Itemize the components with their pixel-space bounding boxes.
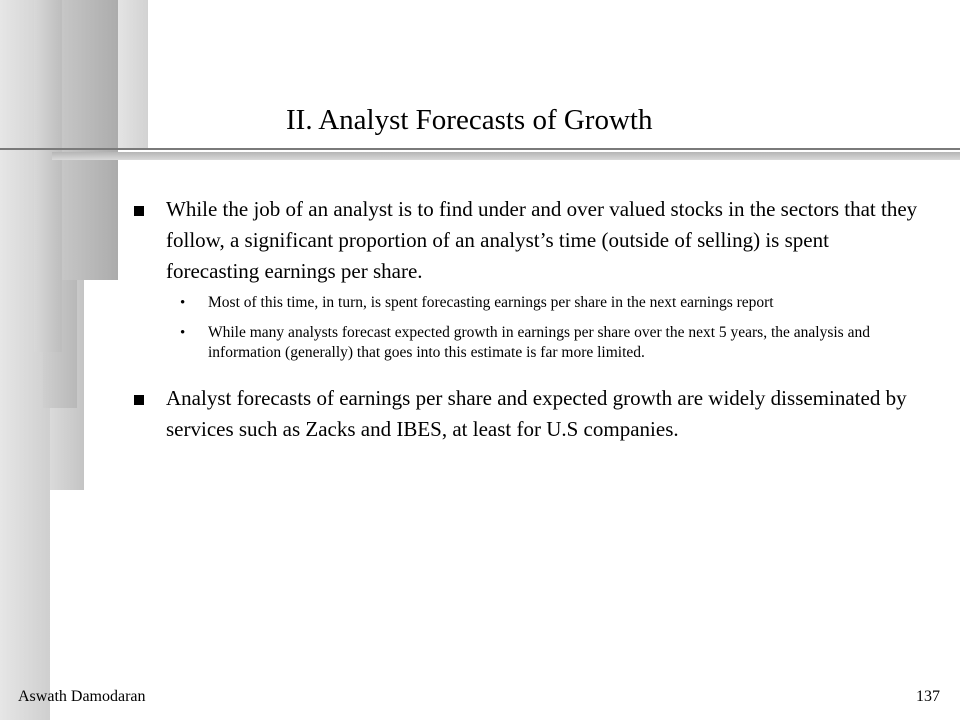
dot-bullet-icon: • bbox=[180, 325, 186, 341]
bullet-text: Analyst forecasts of earnings per share and expected growth are widely disseminated by services such as Zacks and IBES, at least for U.S companies. bbox=[166, 386, 907, 441]
slide-title: II. Analyst Forecasts of Growth bbox=[286, 104, 653, 136]
bullet-text: While the job of an analyst is to find under and over valued stocks in the sectors that they follow, a significant proportion of an analyst’s time (outside of selling) is spent forecasting earnings per share. bbox=[166, 197, 918, 283]
bullet-item bbox=[130, 194, 930, 287]
square-bullet-icon bbox=[134, 206, 144, 216]
bullet-item bbox=[130, 383, 930, 445]
title-divider bbox=[0, 148, 960, 150]
footer-author: Aswath Damodaran bbox=[18, 688, 146, 705]
sub-bullet-item bbox=[130, 293, 930, 313]
square-bullet-icon bbox=[134, 395, 144, 405]
sub-bullet-text: While many analysts forecast expected growth in earnings per share over the next 5 years, the analysis and information (generally) that goes into this estimate is far more limited. bbox=[208, 324, 870, 361]
page-number: 137 bbox=[916, 688, 940, 705]
decor-bar bbox=[62, 0, 118, 280]
title-divider-shadow bbox=[52, 152, 960, 160]
decor-bar bbox=[118, 0, 148, 148]
dot-bullet-icon: • bbox=[180, 295, 186, 311]
sub-bullet-item bbox=[130, 323, 930, 363]
sub-bullet-text: Most of this time, in turn, is spent forecasting earnings per share in the next earnings report bbox=[208, 294, 774, 311]
decor-bar bbox=[34, 0, 62, 352]
slide-body bbox=[130, 194, 930, 451]
